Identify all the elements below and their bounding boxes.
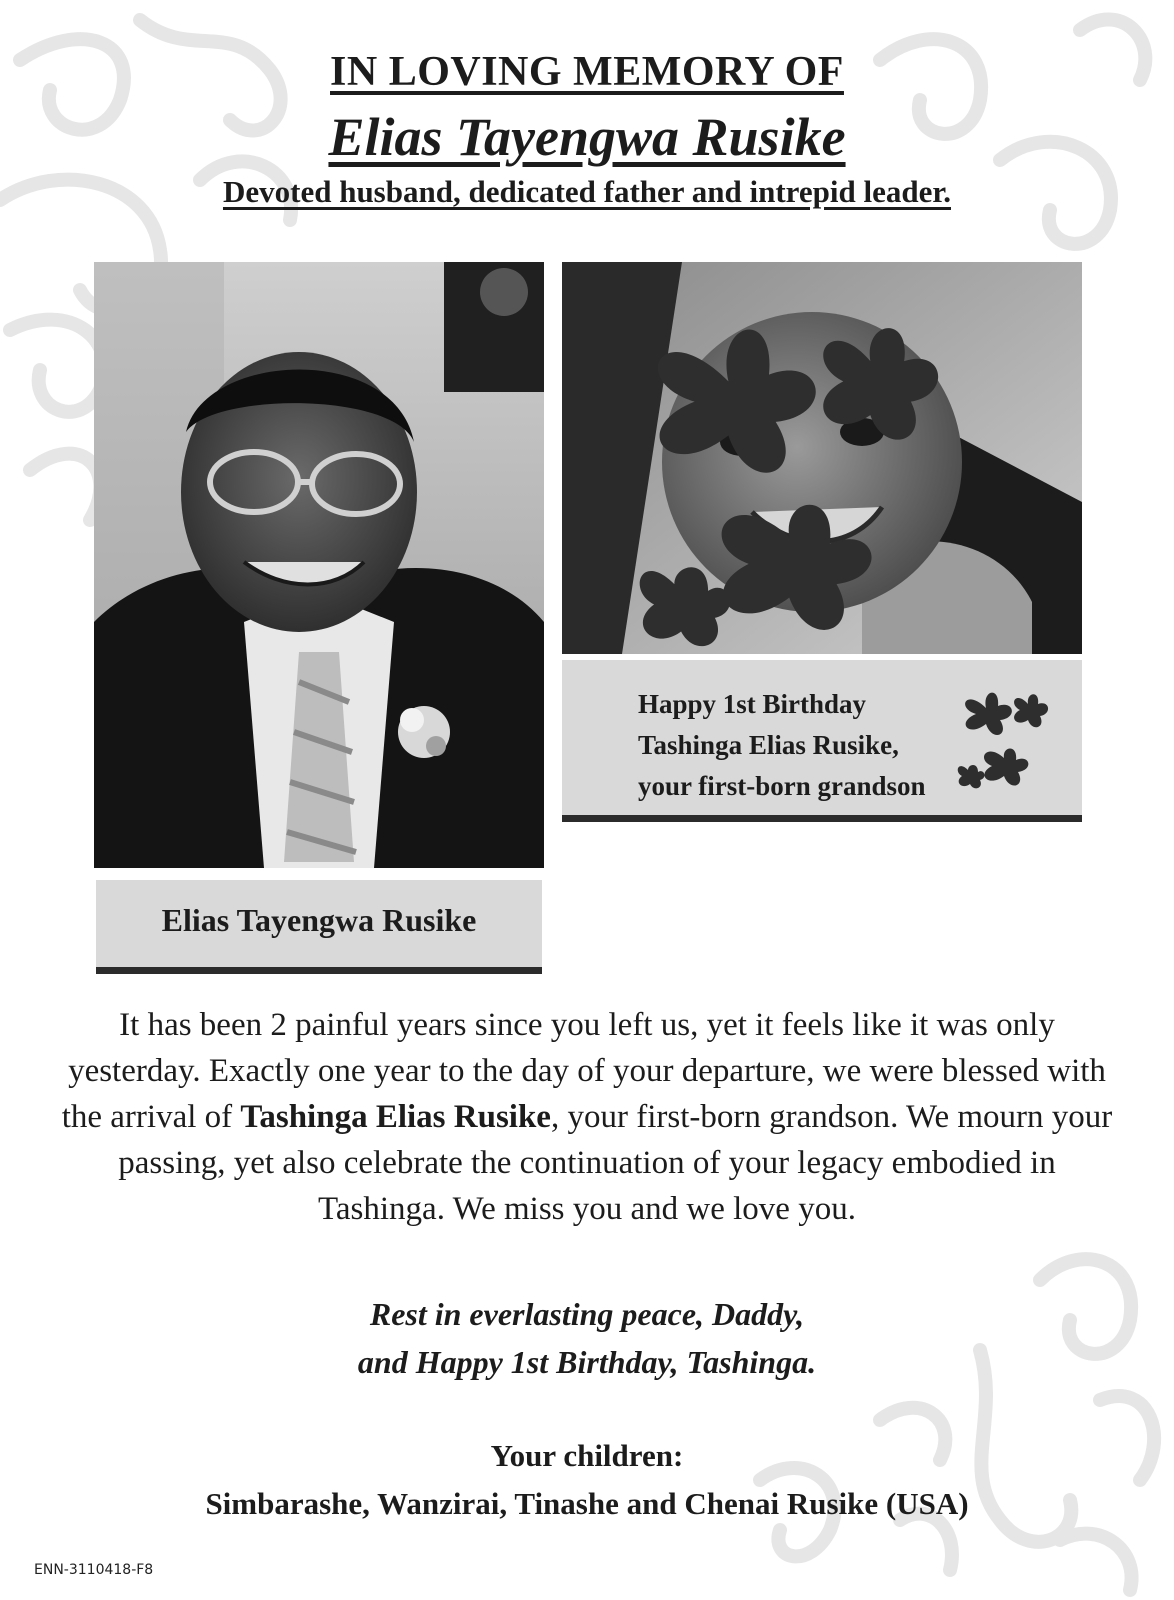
signoff-label: Your children: — [490, 1438, 684, 1473]
tribute-message — [60, 1002, 1114, 1232]
flower-ornament-icon — [952, 678, 1052, 796]
signoff — [0, 1432, 1174, 1528]
flower-ornament-icon — [562, 280, 1056, 654]
grandson-photo — [562, 262, 1082, 654]
portrait-caption-text: Elias Tayengwa Rusike — [161, 902, 477, 938]
tribute-message-part-1: It has been 2 painful years since you left us, yet it feels like it was only yesterday. Exactly one year to the day of your departure, we were blessed with the arrival of — [61, 1007, 1106, 1135]
birthday-caption-line-3: your first-born grandson — [638, 771, 926, 801]
closing-line-1: Rest in everlasting peace, Daddy, — [369, 1296, 805, 1332]
deceased-name: Elias Tayengwa Rusike — [328, 107, 846, 167]
portrait-photo — [94, 262, 544, 868]
signoff-names: Simbarashe, Wanzirai, Tinashe and Chenai Rusike (USA) — [205, 1486, 969, 1521]
tribute-message-highlight: Tashinga Elias Rusike — [240, 1099, 551, 1135]
reference-code: ENN-3110418-F8 — [34, 1562, 154, 1578]
birthday-caption-text — [638, 684, 926, 807]
closing-wishes — [0, 1290, 1174, 1386]
memorial-title: IN LOVING MEMORY OF — [330, 49, 844, 95]
portrait-caption — [96, 880, 542, 974]
closing-line-2: and Happy 1st Birthday, Tashinga. — [357, 1344, 817, 1380]
birthday-caption — [562, 660, 1082, 822]
birthday-caption-line-1: Happy 1st Birthday — [638, 689, 867, 719]
birthday-caption-line-2: Tashinga Elias Rusike, — [638, 730, 899, 760]
tagline: Devoted husband, dedicated father and intrepid leader. — [222, 174, 951, 209]
tribute-message-part-2: , your first-born grandson. We mourn your passing, yet also celebrate the continuation of your legacy embodied in Tashinga. We miss you and we love you. — [118, 1099, 1113, 1227]
